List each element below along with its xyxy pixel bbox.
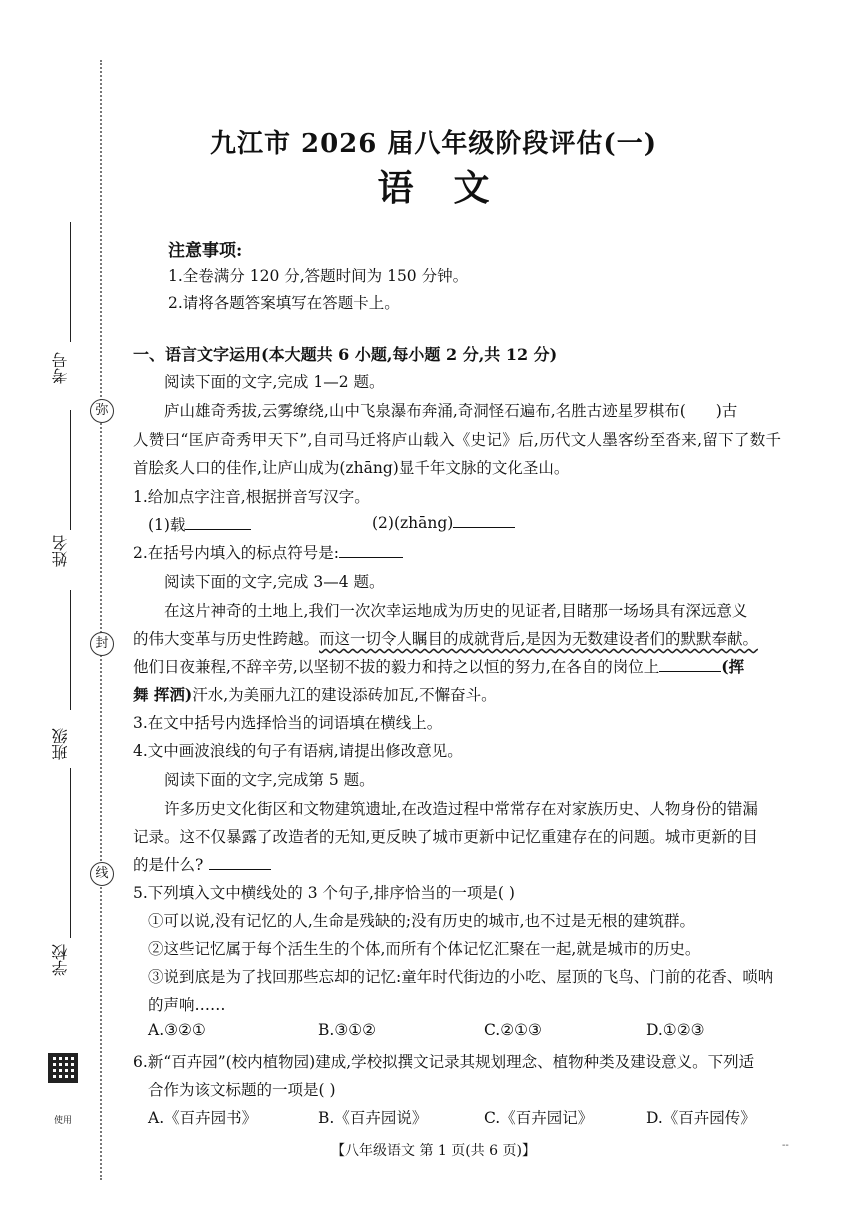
question-5-option-b[interactable]: B.③①② [318,1021,377,1039]
footer-mark: -- [782,1140,789,1151]
passage-2-line-1: 在这片神奇的土地上,我们一次次幸运地成为历史的见证者,目睹那一场场具有深远意义 [164,602,748,620]
question-1: 1.给加点字注音,根据拼音写汉字。 [133,488,370,506]
question-3: 3.在文中括号内选择恰当的词语填在横线上。 [133,714,443,732]
passage-2-line-2: 的伟大变革与历史性跨越。而这一切令人瞩目的成就背后,是因为无数建设者们的默默奉献。 [133,630,758,648]
seal-char-xian: 线 [90,862,114,886]
page-footer: 【八年级语文 第 1 页(共 6 页)】 [331,1143,536,1159]
question-6-option-b[interactable]: B.《百卉园说》 [318,1109,428,1127]
school-label: 学校 [51,944,70,976]
passage-1-line-1: 庐山雄奇秀拔,云雾缭绕,山中飞泉瀑布奔涌,奇洞怪石遍布,名胜古迹星罗棋布( )古 [164,402,738,420]
wavy-underlined-sentence: 而这一切令人瞩目的成就背后,是因为无数建设者们的默默奉献。 [319,630,758,648]
question-2: 2.在括号内填入的标点符号是: [133,541,403,563]
passage-1-line-3: 首脍炙人口的佳作,让庐山成为(zhāng)显千年文脉的文化圣山。 [133,459,570,477]
passage-2-line-3: 他们日夜兼程,不辞辛劳,以坚韧不拔的毅力和持之以恒的努力,在各自的岗位上 (挥 [133,657,745,676]
question-6-option-c[interactable]: C.《百卉园记》 [484,1109,594,1127]
question-6-option-d[interactable]: D.《百卉园传》 [646,1109,756,1127]
school-line [70,768,71,938]
class-label: 班级 [51,728,70,760]
exam-no-label: 考号 [51,352,70,384]
passage-2-line-4: 舞 挥洒)汗水,为美丽九江的建设添砖加瓦,不懈奋斗。 [133,685,497,704]
answer-blank-1a[interactable] [185,515,251,530]
reading-intro-2: 阅读下面的文字,完成 3—4 题。 [164,573,385,591]
notice-heading: 注意事项: [168,241,243,261]
question-6-line-2: 合作为该文标题的一项是( ) [148,1081,336,1099]
exam-title: 九江市 2026 届八年级阶段评估(一) [209,129,658,159]
qr-code-icon [48,1053,78,1083]
binding-dotted-line [100,60,102,1180]
question-5-sentence-3a: ③说到底是为了找回那些忘却的记忆:童年时代街边的小吃、屋顶的飞鸟、门前的花香、唢呐 [148,968,774,986]
seal-char-mi: 弥 [90,399,114,423]
question-5-sentence-2: ②这些记忆属于每个活生生的个体,而所有个体记忆汇聚在一起,就是城市的历史。 [148,940,701,958]
question-5-option-a[interactable]: A.③②① [148,1021,206,1039]
passage-3-line-2: 记录。这不仅暴露了改造者的无知,更反映了城市更新中记忆重建存在的问题。城市更新的目 [133,828,758,846]
seal-char-feng: 封 [90,632,114,656]
question-5-sentence-3b: 的声响…… [148,996,226,1014]
subject-title: 语文 [377,167,530,209]
name-line [70,410,71,530]
question-6-line-1: 6.新“百卉园”(校内植物园)建成,学校拟撰文记录其规划理念、植物种类及建设意义。下列适 [133,1053,755,1071]
name-label: 姓名 [51,535,70,567]
question-1-b: (2)(zhāng) [372,513,515,532]
class-line [70,590,71,710]
question-5-option-c[interactable]: C.②①③ [484,1021,542,1039]
answer-blank-3[interactable] [659,657,721,672]
notice-item-1: 1.全卷满分 120 分,答题时间为 150 分钟。 [168,267,469,285]
reading-intro-1: 阅读下面的文字,完成 1—2 题。 [164,373,385,391]
passage-3-line-3: 的是什么? [133,853,271,875]
passage-1-line-2: 人赞曰“匡庐奇秀甲天下”,自司马迁将庐山载入《史记》后,历代文人墨客纷至沓来,留下了数千 [133,431,782,449]
qr-caption: 使用 [54,1116,73,1126]
answer-blank-2[interactable] [339,543,403,558]
section-1-heading: 一、语言文字运用(本大题共 6 小题,每小题 2 分,共 12 分) [133,345,558,364]
reading-intro-3: 阅读下面的文字,完成第 5 题。 [164,771,375,789]
question-5-option-d[interactable]: D.①②③ [646,1021,705,1039]
exam-no-line [70,222,71,342]
passage-3-blank [209,855,271,870]
question-6-option-a[interactable]: A.《百卉园书》 [148,1109,258,1127]
notice-item-2: 2.请将各题答案填写在答题卡上。 [168,294,400,312]
passage-3-line-1: 许多历史文化街区和文物建筑遗址,在改造过程中常常存在对家族历史、人物身份的错漏 [164,800,758,818]
question-5: 5.下列填入文中横线处的 3 个句子,排序恰当的一项是( ) [133,884,515,902]
question-1-a: (1)载 [148,513,251,535]
question-5-sentence-1: ①可以说,没有记忆的人,生命是残缺的;没有历史的城市,也不过是无根的建筑群。 [148,912,696,930]
answer-blank-1b[interactable] [453,513,515,528]
question-4: 4.文中画波浪线的句子有语病,请提出修改意见。 [133,742,463,760]
